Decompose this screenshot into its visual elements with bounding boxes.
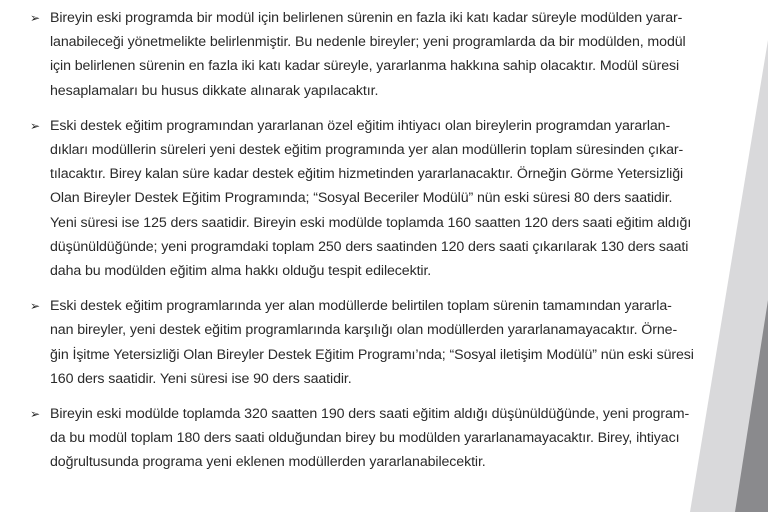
- document-body: [30, 6, 720, 486]
- text-line: Bireyin eski programda bir modül için belirlenen sürenin en fazla iki katı kadar süreyle modülden yarar-: [50, 10, 683, 26]
- bullet-paragraph-1: [30, 6, 720, 103]
- text-line: dıkları modüllerin süreleri yeni destek eğitim programında yer alan modüllerin toplam süresinden çıkar-: [50, 142, 684, 159]
- arrow-bullet-icon: ➢: [30, 299, 40, 314]
- text-line: ğin İşitme Yetersizliği Olan Bireyler Destek Eğitim Programı’nda; “Sosyal iletişim Modülü” nün eski süresi: [50, 346, 694, 363]
- arrow-bullet-icon: ➢: [30, 407, 40, 422]
- text-line: için belirlenen sürenin en fazla iki katı kadar süreyle, yararlanma hakkına sahip olacaktır. Modül süresi: [50, 58, 680, 75]
- text-line: da bu modül toplam 180 ders saati olduğundan birey bu modülden yararlanamayacaktır. Birey, ihtiyacı: [50, 430, 680, 447]
- text-line: Eski destek eğitim programından yararlanan özel eğitim ihtiyacı olan bireylerin programdan yararlan-: [50, 117, 671, 134]
- text-line: hesaplamaları bu husus dikkate alınarak yapılacaktır.: [50, 82, 379, 99]
- text-line: tılacaktır. Birey kalan süre kadar destek eğitim hizmetinden yararlanacaktır. Örneğin Görme Yetersizliği: [50, 166, 684, 183]
- text-line: doğrultusunda programa yeni eklenen modüllerden yararlanabilecektir.: [50, 454, 486, 471]
- bullet-paragraph-3: [30, 294, 720, 391]
- bullet-paragraph-4: [30, 402, 720, 475]
- text-line: 160 ders saatidir. Yeni süresi ise 90 ders saatidir.: [50, 370, 352, 387]
- text-line: düşünüldüğünde; yeni programdaki toplam 250 ders saatinden 120 ders saati çıkarılarak 130 ders saati: [50, 238, 689, 255]
- bullet-paragraph-2: [30, 114, 720, 283]
- text-line: Eski destek eğitim programlarında yer alan modüllerde belirtilen toplam sürenin tamamından yararla-: [50, 298, 672, 315]
- text-line: Bireyin eski modülde toplamda 320 saatten 190 ders saati eğitim aldığı düşünüldüğünde, yeni program-: [50, 406, 690, 423]
- text-line: lanabileceği yönetmelikte belirlenmiştir. Bu nedenle bireyler; yeni programlarda da bir modülden, modül: [50, 34, 686, 51]
- arrow-bullet-icon: ➢: [30, 11, 40, 25]
- text-line: Yeni süresi ise 125 ders saatidir. Bireyin eski modülde toplamda 160 saatten 120 ders saati eğitim aldığı: [50, 214, 692, 231]
- text-line: nan bireyler, yeni destek eğitim programlarında karşılığı olan modüllerden yararlanamayacaktır. Örne-: [50, 322, 678, 339]
- text-line: daha bu modülden eğitim alma hakkı olduğu tespit edilecektir.: [50, 263, 432, 280]
- text-line: Olan Bireyler Destek Eğitim Programında; “Sosyal Beceriler Modülü” nün eski süresi 80 ders saatidir.: [50, 190, 673, 207]
- arrow-bullet-icon: ➢: [30, 118, 40, 133]
